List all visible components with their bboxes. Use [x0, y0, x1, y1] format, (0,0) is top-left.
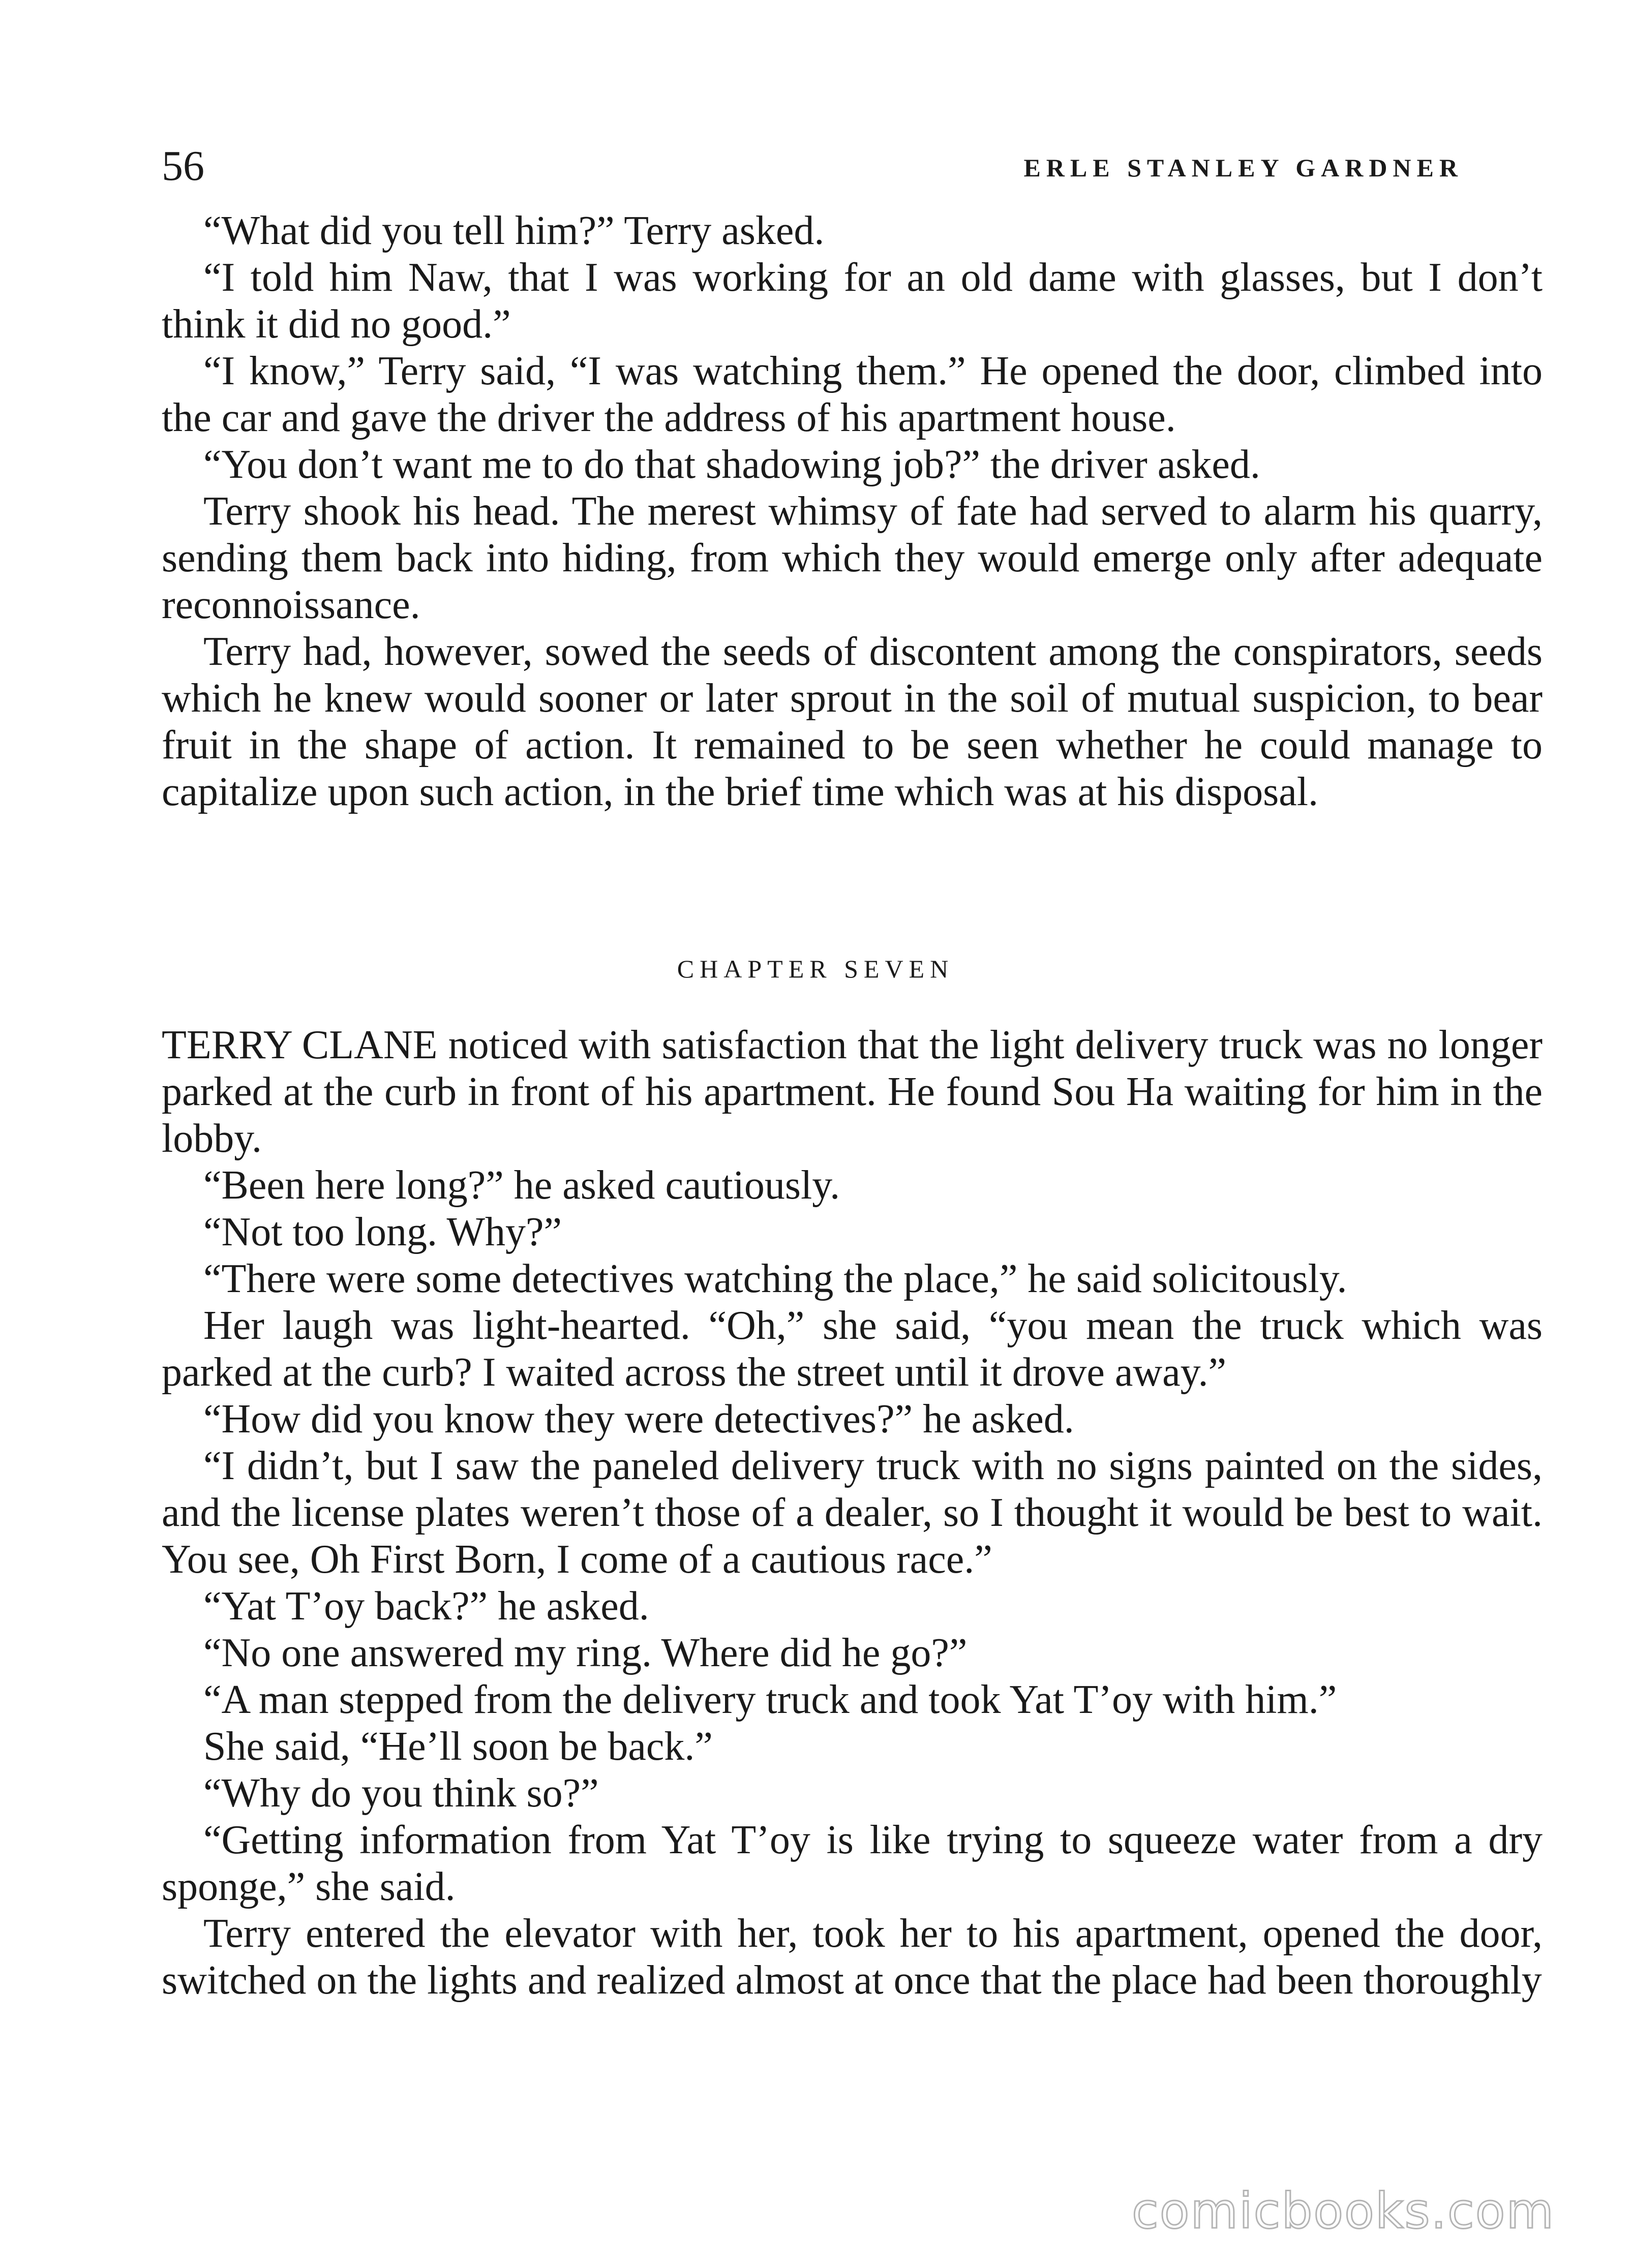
paragraph: “Not too long. Why?” [203, 1210, 562, 1254]
running-head-author: ERLE STANLEY GARDNER [1023, 154, 1463, 182]
section-1-text [162, 207, 1543, 815]
paragraph: “I didn’t, but I saw the paneled delivery truck with no signs painted on the sides, and the license plates weren’t those of a dealer, so I thought it would be best to wait. You see, Oh First Born, I come of a cautious race.” [162, 1444, 1543, 1582]
chapter-text [162, 1022, 1543, 2004]
paragraph-opening: TERRY CLANE noticed with satisfaction that the light delivery truck was no longer parked at the curb in front of his apartment. He found Sou Ha waiting for him in the lobby. [162, 1023, 1543, 1161]
paragraph: “How did you know they were detectives?” he asked. [203, 1397, 1074, 1442]
paragraph: “No one answered my ring. Where did he go?” [203, 1631, 968, 1675]
paragraph: “Yat T’oy back?” he asked. [203, 1584, 649, 1629]
paragraph: Her laugh was light-hearted. “Oh,” she said, “you mean the truck which was parked at the curb? I waited across the street until it drove away.” [162, 1303, 1543, 1395]
paragraph: “There were some detectives watching the place,” he said solicitously. [203, 1256, 1347, 1301]
paragraph: “A man stepped from the delivery truck and took Yat T’oy with him.” [203, 1677, 1337, 1722]
paragraph: “What did you tell him?” Terry asked. [203, 208, 825, 253]
chapter-heading: CHAPTER SEVEN [677, 955, 954, 983]
paragraph: Terry had, however, sowed the seeds of discontent among the conspirators, seeds which he knew would sooner or later sprout in the soil of mutual suspicion, to bear fruit in the shape of action. It remained to be seen whether he could manage to capitalize upon such action, in the brief time which was at his disposal. [162, 629, 1543, 814]
page-number: 56 [162, 142, 204, 190]
watermark: comicbooks.com [1131, 2183, 1555, 2240]
paragraph: “You don’t want me to do that shadowing job?” the driver asked. [203, 442, 1260, 487]
paragraph: “Been here long?” he asked cautiously. [203, 1163, 840, 1208]
paragraph: “I know,” Terry said, “I was watching them.” He opened the door, climbed into the car and gave the driver the address of his apartment house. [162, 349, 1543, 440]
paragraph: “Why do you think so?” [203, 1771, 599, 1816]
paragraph: “Getting information from Yat T’oy is like trying to squeeze water from a dry sponge,” she said. [162, 1818, 1543, 1909]
paragraph: Terry entered the elevator with her, took her to his apartment, opened the door, switched on the lights and realized almost at once that the place had been thoroughly [162, 1911, 1543, 2003]
paragraph: Terry shook his head. The merest whimsy of fate had served to alarm his quarry, sending them back into hiding, from which they would emerge only after adequate reconnoissance. [162, 489, 1543, 627]
paragraph: “I told him Naw, that I was working for an old dame with glasses, but I don’t think it did no good.” [162, 255, 1543, 347]
running-head [162, 138, 1463, 194]
paragraph: She said, “He’ll soon be back.” [203, 1724, 713, 1769]
